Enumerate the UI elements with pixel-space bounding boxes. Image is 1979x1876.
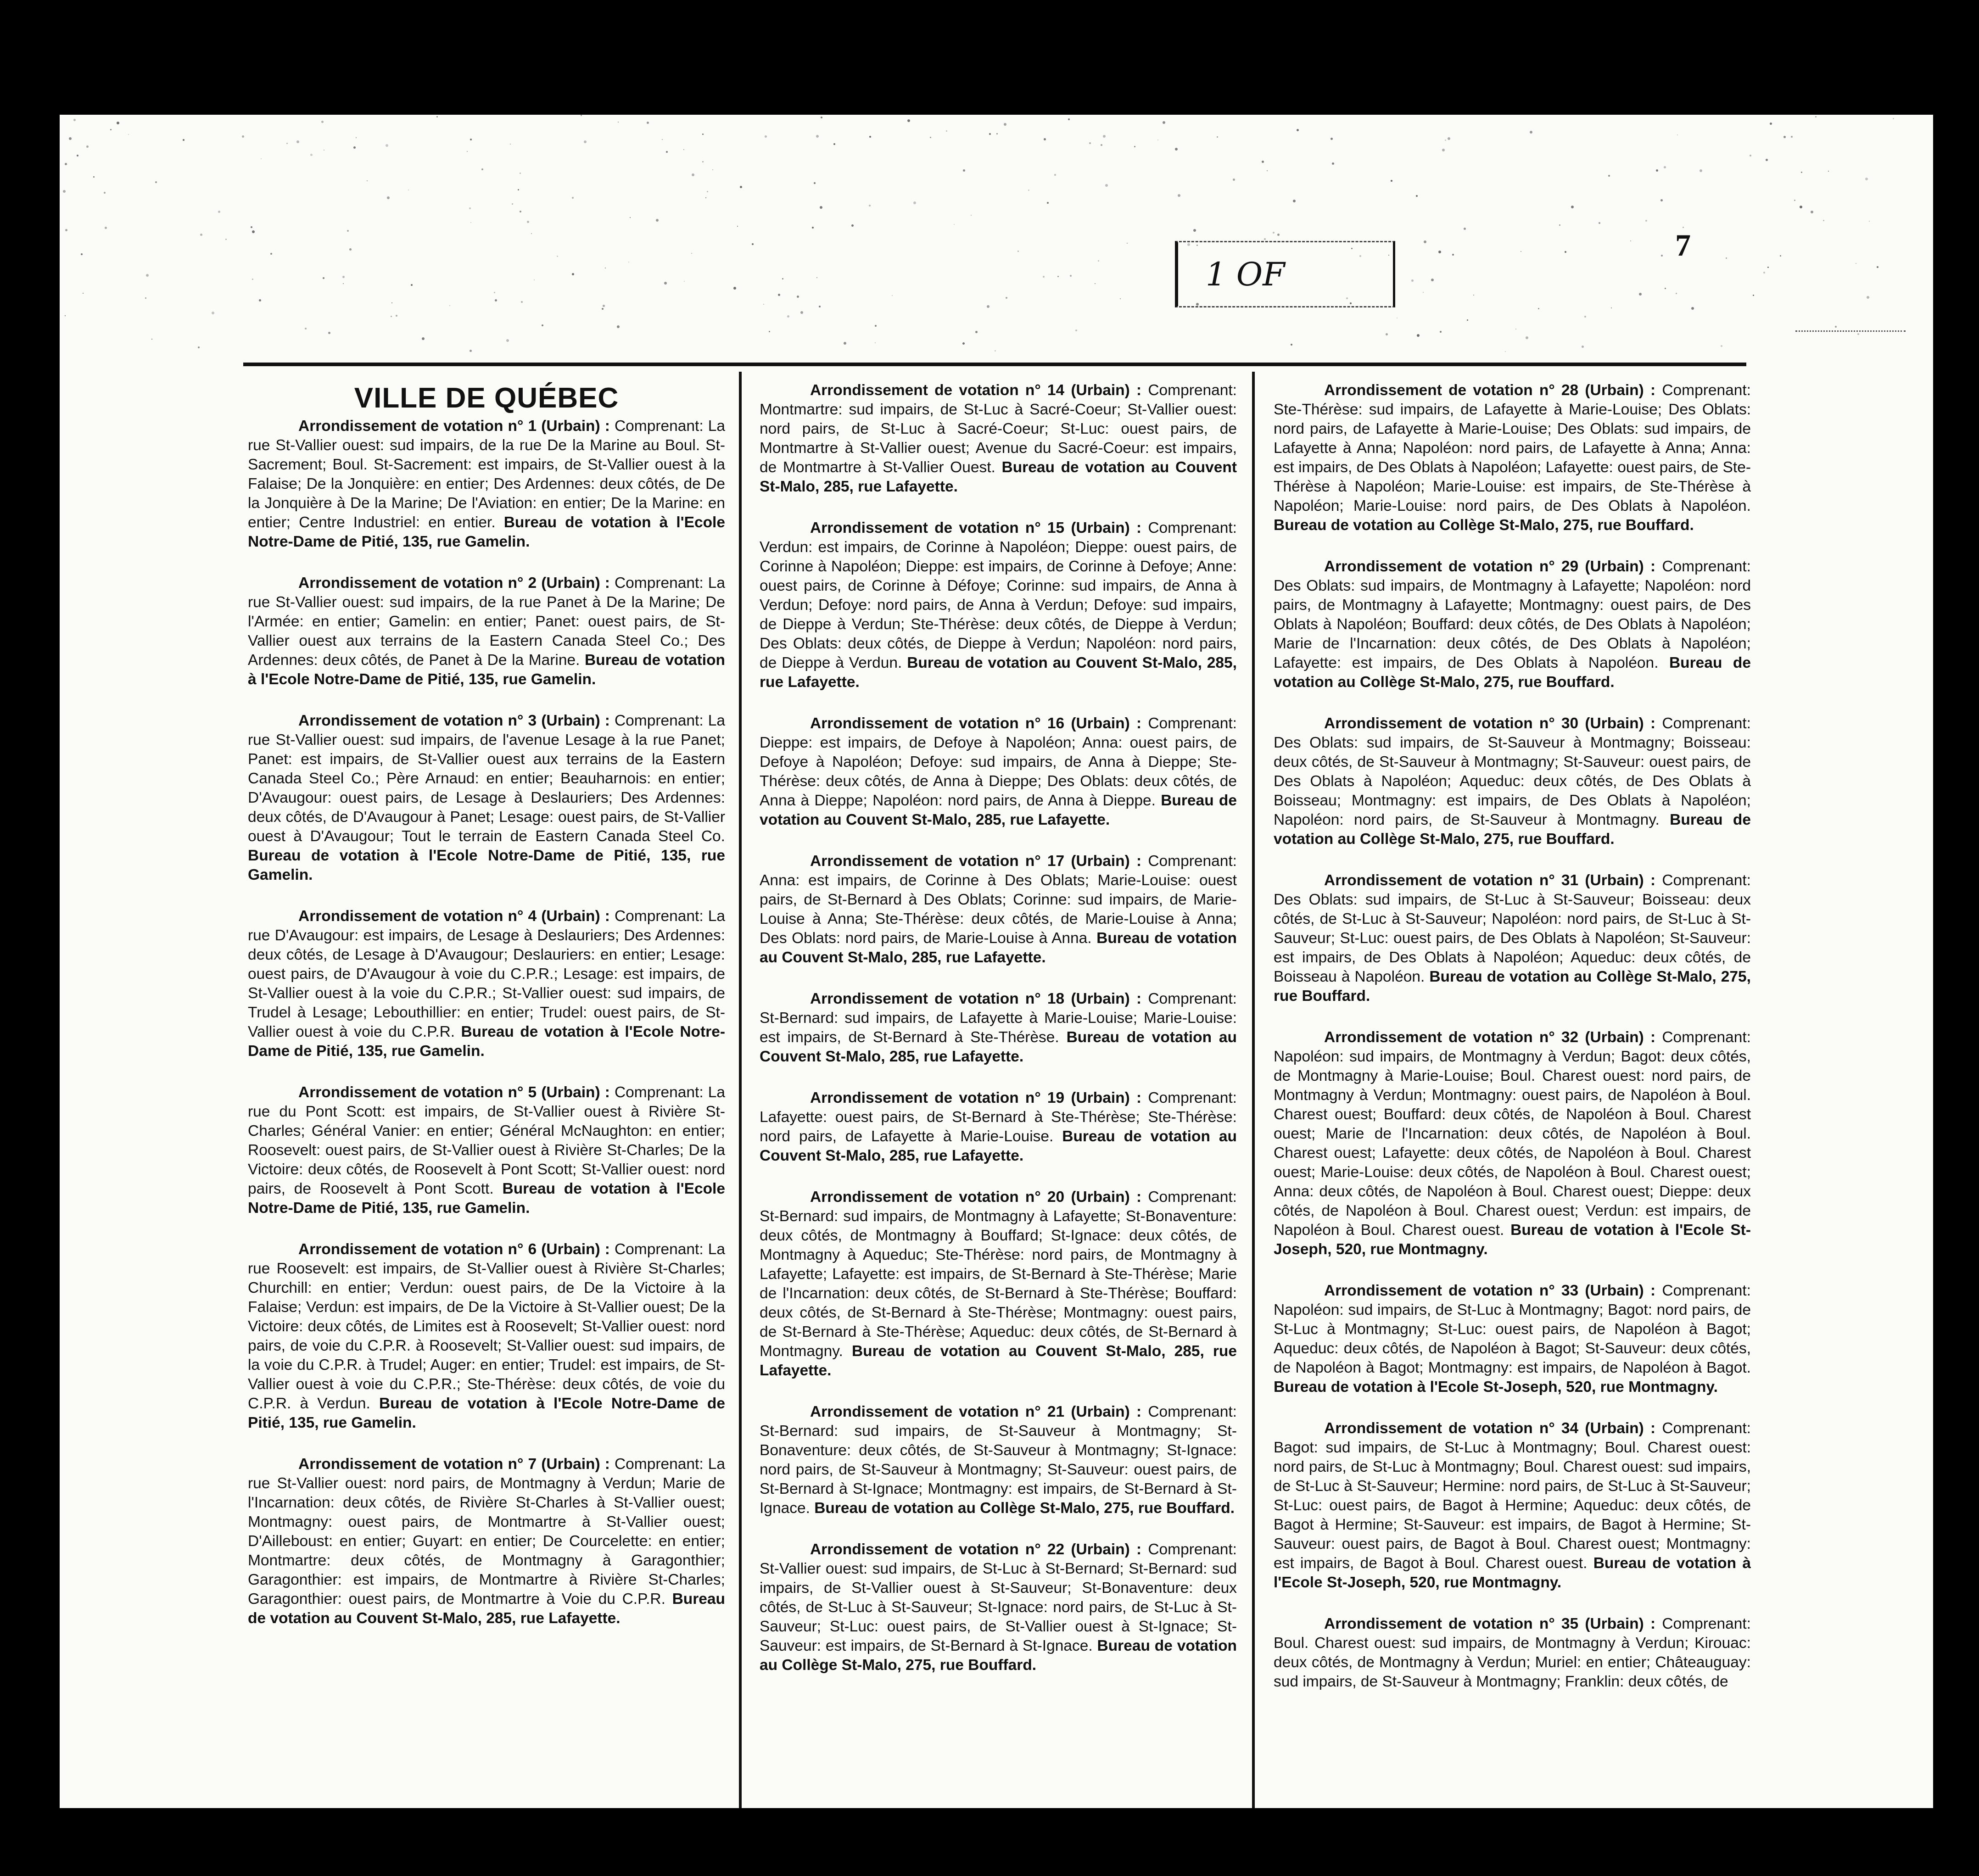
polling-location: Bureau de votation au Couvent St-Malo, 285, rue Lafayette. xyxy=(248,1591,725,1627)
district-description: Comprenant: La rue D'Avaugour: est impairs, de Lesage à Deslauriers; Des Ardennes: deux côtés, de Lesage à D'Avaugour; Deslauriers: en entier; Lesage: ouest pairs, de D'Avaugour à voie du C.P.R.; Lesage: est impairs, de St-Vallier ouest à la voie du C.P.R.; St-Vallier ouest: sud impairs, de Trudel à Lesage; Lebouthillier: en entier; Trudel: ouest pairs, de St-Vallier ouest à voie du C.P.R. xyxy=(248,908,725,1040)
district-description: Comprenant: St-Vallier ouest: sud impairs, de St-Luc à St-Bernard; St-Bernard: sud impairs, de St-Vallier ouest à St-Sauveur; St-Bonaventure: deux côtés, de St-Luc à St-Sauveur; St-Ignace: nord pairs, de St-Luc à St-Sauveur; St-Luc: ouest pairs, de St-Vallier ouest à St-Ignace; St-Sauveur: est impairs, de St-Bernard à St-Ignace. xyxy=(760,1541,1237,1654)
district-entry xyxy=(248,711,725,885)
polling-location: Bureau de votation au Couvent St-Malo, 285, rue Lafayette. xyxy=(760,459,1237,495)
district-heading: Arrondissement de votation n° 1 (Urbain) : xyxy=(298,418,610,435)
district-description: Comprenant: Bagot: sud impairs, de St-Luc à Montmagny; Boul. Charest ouest: nord pairs, de St-Luc à Montmagny; Boul. Charest ouest: sud impairs, de St-Luc à St-Sauveur; Hermine: nord pairs, de St-Luc à St-Sauveur; St-Luc: ouest pairs, de Bagot à Hermine; Aqueduc: deux côtés, de Bagot à Hermine; St-Sauveur: est impairs, de Bagot à Hermine; St-Sauveur: ouest pairs, de Bagot à Boul. Charest ouest; Montmagny: est impairs, de Bagot à Boul. Charest ouest. xyxy=(1274,1420,1751,1572)
polling-location: Bureau de votation au Collège St-Malo, 275, rue Bouffard. xyxy=(814,1500,1235,1517)
column-2 xyxy=(760,381,1237,1808)
polling-location: Bureau de votation à l'Ecole Notre-Dame de Pitié, 135, rue Gamelin. xyxy=(248,847,725,883)
polling-location: Bureau de votation à l'Ecole St-Joseph, 520, rue Montmagny. xyxy=(1274,1379,1718,1396)
district-entry xyxy=(248,1083,725,1218)
polling-location: Bureau de votation au Collège St-Malo, 275, rue Bouffard. xyxy=(1274,517,1694,534)
polling-location: Bureau de votation à l'Ecole St-Joseph, 520, rue Montmagny. xyxy=(1274,1555,1751,1591)
district-entry xyxy=(760,519,1237,692)
column-3 xyxy=(1274,381,1751,1808)
district-heading: Arrondissement de votation n° 34 (Urbain) : xyxy=(1324,1420,1656,1437)
district-description: Comprenant: Montmartre: sud impairs, de St-Luc à Sacré-Coeur; St-Vallier ouest: nord pairs, de St-Luc à Sacré-Coeur; St-Luc: ouest pairs, de Montmartre à St-Vallier ouest; Avenue du Sacré-Coeur: est impairs, de Montmartre à St-Vallier Ouest. xyxy=(760,382,1237,476)
district-entry xyxy=(760,1402,1237,1518)
district-description: Comprenant: Napoléon: sud impairs, de Montmagny à Verdun; Bagot: deux côtés, de Montmagny à Marie-Louise; Boul. Charest ouest: nord pairs, de Montmagny à Verdun; Montmagny: ouest pairs, de Napoléon à Boul. Charest ouest; Bouffard: deux côtés, de Napoléon à Boul. Charest ouest; Marie de l'Incarnation: deux côtés, de Napoléon à Boul. Charest ouest; Lafayette: deux côtés, de Napoléon à Boul. Charest ouest; Marie-Louise: deux côtés, de Napoléon à Boul. Charest ouest; Anna: deux côtés, de Napoléon à Boul. Charest ouest; Dieppe: deux côtés, de Napoléon à Boul. Charest ouest; Verdun: est impairs, de Napoléon à Boul. Charest ouest. xyxy=(1274,1029,1751,1239)
district-entry xyxy=(760,1188,1237,1380)
district-entry xyxy=(248,1240,725,1433)
stamp-text: 1 OF xyxy=(1206,255,1285,293)
district-heading: Arrondissement de votation n° 30 (Urbain) : xyxy=(1324,715,1656,732)
polling-location: Bureau de votation au Collège St-Malo, 275, rue Bouffard. xyxy=(760,1637,1237,1674)
polling-location: Bureau de votation à l'Ecole Notre-Dame de Pitié, 135, rue Gamelin. xyxy=(248,1023,725,1060)
district-heading: Arrondissement de votation n° 15 (Urbain) : xyxy=(810,519,1142,536)
polling-location: Bureau de votation à l'Ecole St-Joseph, 520, rue Montmagny. xyxy=(1274,1222,1751,1258)
district-heading: Arrondissement de votation n° 33 (Urbain) : xyxy=(1324,1282,1656,1299)
margin-marks xyxy=(1795,330,1906,336)
district-description: Comprenant: St-Bernard: sud impairs, de St-Sauveur à Montmagny; St-Bonaventure: deux côtés, de St-Sauveur à Montmagny; St-Ignace: nord pairs, de St-Sauveur à Montmagny; St-Sauveur: ouest pairs, de St-Bernard à St-Ignace; Montmagny: est impairs, de St-Bernard à St-Ignace. xyxy=(760,1403,1237,1517)
handwritten-stamp xyxy=(1175,241,1395,307)
district-entry xyxy=(1274,1614,1751,1692)
district-entry xyxy=(760,1089,1237,1166)
district-heading: Arrondissement de votation n° 18 (Urbain) : xyxy=(810,990,1142,1007)
district-heading: Arrondissement de votation n° 35 (Urbain) : xyxy=(1324,1615,1656,1632)
district-entry xyxy=(1274,381,1751,535)
district-heading: Arrondissement de votation n° 32 (Urbain) : xyxy=(1324,1029,1656,1046)
district-entry xyxy=(760,989,1237,1066)
district-entry xyxy=(1274,1028,1751,1259)
district-description: Comprenant: Des Oblats: sud impairs, de Montmagny à Lafayette; Napoléon: nord pairs, de Montmagny à Lafayette; Montmagny: ouest pairs, de Des Oblats à Napoléon; Bouffard: deux côtés, de Des Oblats à Napoléon; Marie de l'Incarnation: deux côtés, de Des Oblats à Napoléon; Lafayette: est impairs, de Des Oblats à Napoléon. xyxy=(1274,558,1751,671)
district-description: Comprenant: La rue du Pont Scott: est impairs, de St-Vallier ouest à Rivière St-Charles; Général Vanier: en entier; Général McNaughton: en entier; Roosevelt: ouest pairs, de St-Vallier ouest à Rivière St-Charles; De la Victoire: deux côtés, de Roosevelt à Pont Scott; St-Vallier ouest: nord pairs, de Roosevelt à Pont Scott. xyxy=(248,1084,725,1197)
district-description: Comprenant: La rue St-Vallier ouest: sud impairs, de l'avenue Lesage à la rue Panet; Panet: est impairs, de St-Vallier ouest aux terrains de la Eastern Canada Steel Co.; Père Arnaud: en entier; Beauharnois: en entier; D'Avaugour: ouest pairs, de Lesage à Deslauriers; Des Ardennes: deux côtés, de D'Avaugour à Panet; Lesage: ouest pairs, de St-Vallier ouest à D'Avaugour; Tout le terrain de Eastern Canada Steel Co. xyxy=(248,712,725,845)
district-entry xyxy=(248,574,725,689)
page-title: VILLE DE QUÉBEC xyxy=(354,382,619,414)
district-heading: Arrondissement de votation n° 5 (Urbain) : xyxy=(298,1084,610,1101)
district-entry xyxy=(760,381,1237,497)
page-number: 7 xyxy=(1675,228,1691,262)
polling-location: Bureau de votation à l'Ecole Notre-Dame de Pitié, 135, rue Gamelin. xyxy=(248,514,725,550)
polling-location: Bureau de votation au Couvent St-Malo, 285, rue Lafayette. xyxy=(760,1343,1237,1379)
district-description: Comprenant: La rue St-Vallier ouest: sud impairs, de la rue Panet à De la Marine; De l'Armée: en entier; Gamelin: en entier; Panet: ouest pairs, de St-Vallier ouest aux terrains de la Eastern Canada Steel Co.; Des Ardennes: deux côtés, de Panet à De la Marine. xyxy=(248,575,725,669)
district-description: Comprenant: La rue St-Vallier ouest: sud impairs, de la rue De la Marine au Boul. St-Sacrement; Boul. St-Sacrement: est impairs, de St-Vallier ouest à la Falaise; De la Jonquière: en entier; Des Ardennes: deux côtés, de De la Jonquière à De la Marine; De l'Aviation: en entier; De la Marine: en entier; Centre Industriel: en entier. xyxy=(248,418,725,531)
district-heading: Arrondissement de votation n° 4 (Urbain) : xyxy=(298,908,610,925)
district-heading: Arrondissement de votation n° 3 (Urbain) : xyxy=(298,712,610,729)
polling-location: Bureau de votation au Collège St-Malo, 275, rue Bouffard. xyxy=(1274,811,1751,848)
district-heading: Arrondissement de votation n° 28 (Urbain) : xyxy=(1324,382,1656,399)
polling-location: Bureau de votation au Couvent St-Malo, 285, rue Lafayette. xyxy=(760,930,1237,966)
polling-location: Bureau de votation au Couvent St-Malo, 285, rue Lafayette. xyxy=(760,654,1237,691)
district-heading: Arrondissement de votation n° 19 (Urbain) : xyxy=(810,1089,1142,1106)
district-entry xyxy=(760,714,1237,830)
district-heading: Arrondissement de votation n° 2 (Urbain) : xyxy=(298,575,610,592)
district-heading: Arrondissement de votation n° 20 (Urbain) : xyxy=(810,1189,1142,1206)
district-description: Comprenant: St-Bernard: sud impairs, de Montmagny à Lafayette; St-Bonaventure: deux côtés, de Montmagny à Bouffard; St-Ignace: deux côtés, de Montmagny à Aqueduc; Ste-Thérèse: nord pairs, de Montmagny à Lafayette; Lafayette: est impairs, de St-Bernard à Ste-Thérèse; Marie de l'Incarnation: deux côtés, de St-Bernard à Ste-Thérèse; Bouffard: deux côtés, de St-Bernard à Ste-Thérèse; Montmagny: ouest pairs, de St-Bernard à Ste-Thérèse; Aqueduc: deux côtés, de St-Bernard à Montmagny. xyxy=(760,1189,1237,1360)
district-entry xyxy=(248,1455,725,1628)
header-rule xyxy=(243,363,1746,366)
district-heading: Arrondissement de votation n° 31 (Urbain) : xyxy=(1324,872,1656,889)
district-heading: Arrondissement de votation n° 7 (Urbain) : xyxy=(298,1456,610,1473)
polling-location: Bureau de votation au Couvent St-Malo, 285, rue Lafayette. xyxy=(760,1029,1237,1065)
district-entry xyxy=(1274,557,1751,692)
column-divider xyxy=(739,372,742,1808)
district-entry xyxy=(1274,871,1751,1006)
column-1 xyxy=(248,381,725,1808)
district-entry xyxy=(760,852,1237,967)
polling-location: Bureau de votation au Collège St-Malo, 275, rue Bouffard. xyxy=(1274,968,1751,1005)
district-description: Comprenant: Anna: est impairs, de Corinne à Des Oblats; Marie-Louise: ouest pairs, de St-Bernard à Des Oblats; Corinne: sud impairs, de Marie-Louise à Anna; Ste-Thérèse: deux côtés, de Marie-Louise à Anna; Des Oblats: nord pairs, de Marie-Louise à Anna. xyxy=(760,853,1237,947)
district-entry xyxy=(1274,714,1751,849)
district-heading: Arrondissement de votation n° 6 (Urbain) : xyxy=(298,1241,610,1258)
district-description: Comprenant: Napoléon: sud impairs, de St-Luc à Montmagny; Bagot: nord pairs, de St-Luc à Montmagny; St-Luc: ouest pairs, de Napoléon à Bagot; Aqueduc: deux côtés, de Napoléon à Bagot; St-Sauveur: deux côtés, de Napoléon à Bagot; Montmagny: est impairs, de Napoléon à Bagot. xyxy=(1274,1282,1751,1376)
polling-location: Bureau de votation à l'Ecole Notre-Dame de Pitié, 135, rue Gamelin. xyxy=(248,652,725,688)
district-heading: Arrondissement de votation n° 17 (Urbain) : xyxy=(810,853,1142,870)
district-description: Comprenant: Lafayette: ouest pairs, de St-Bernard à Ste-Thérèse; Ste-Thérèse: nord pairs, de Lafayette à Marie-Louise. xyxy=(760,1089,1237,1145)
polling-location: Bureau de votation à l'Ecole Notre-Dame de Pitié, 135, rue Gamelin. xyxy=(248,1180,725,1217)
district-entry xyxy=(248,907,725,1061)
district-description: Comprenant: Ste-Thérèse: sud impairs, de Lafayette à Marie-Louise; Des Oblats: nord pairs, de Lafayette à Marie-Louise; Des Oblats: sud impairs, de Lafayette à Anna; Napoléon: nord pairs, de Lafayette à Anna; Anna: est impairs, de Des Oblats à Napoléon; Lafayette: ouest pairs, de Ste-Thérèse à Napoléon; Marie-Louise: est impairs, de Ste-Thérèse à Napoléon; Marie-Louise: nord pairs, de Des Oblats à Napoléon. xyxy=(1274,382,1751,514)
district-description: Comprenant: La rue Roosevelt: est impairs, de St-Vallier ouest à Rivière St-Charles; Churchill: en entier; Verdun: ouest pairs, de De la Victoire à la Falaise; Verdun: est impairs, de De la Victoire à St-Vallier ouest; De la Victoire: deux côtés, de Limites est à Roosevelt; St-Vallier ouest: nord pairs, de voie du C.P.R. à Roosevelt; St-Vallier ouest: sud impairs, de la voie du C.P.R. à Trudel; Auger: en entier; Trudel: est impairs, de St-Vallier ouest à voie du C.P.R.; Ste-Thérèse: deux côtés, de voie du C.P.R. à Verdun. xyxy=(248,1241,725,1412)
district-entry xyxy=(760,1540,1237,1675)
district-description: Comprenant: Des Oblats: sud impairs, de St-Sauveur à Montmagny; Boisseau: deux côtés, de St-Sauveur à Montmagny; St-Sauveur: ouest pairs, de Des Oblats à Napoléon; Aqueduc: deux côtés, de Des Oblats à Boisseau; Montmagny: est impairs, de Des Oblats à Napoléon; Napoléon: nord pairs, de St-Sauveur à Montmagny. xyxy=(1274,715,1751,828)
newspaper-page xyxy=(60,115,1933,1808)
district-heading: Arrondissement de votation n° 22 (Urbain) : xyxy=(810,1541,1142,1558)
polling-location: Bureau de votation au Couvent St-Malo, 285, rue Lafayette. xyxy=(760,792,1237,828)
district-entry xyxy=(1274,1281,1751,1397)
district-heading: Arrondissement de votation n° 29 (Urbain) : xyxy=(1324,558,1656,575)
district-description: Comprenant: Dieppe: est impairs, de Defoye à Napoléon; Anna: ouest pairs, de Defoye à Napoléon; Defoye: sud impairs, de Anna à Dieppe; Ste-Thérèse: deux côtés, de Anna à Dieppe; Des Oblats: deux côtés, de Anna à Dieppe; Napoléon: nord pairs, de Anna à Dieppe. xyxy=(760,715,1237,809)
district-entry xyxy=(248,417,725,552)
polling-location: Bureau de votation au Couvent St-Malo, 285, rue Lafayette. xyxy=(760,1128,1237,1164)
district-entry xyxy=(1274,1419,1751,1592)
polling-location: Bureau de votation à l'Ecole Notre-Dame de Pitié, 135, rue Gamelin. xyxy=(248,1395,725,1431)
district-description: Comprenant: La rue St-Vallier ouest: nord pairs, de Montmagny à Verdun; Marie de l'Incarnation: deux côtés, de Rivière St-Charles à St-Vallier ouest; Montmagny: ouest pairs, de Montmartre à St-Vallier ouest; D'Ailleboust: en entier; Guyart: en entier; De Courcelette: en entier; Montmartre: deux côtés, de Montmagny à Garagonthier; Garagonthier: est impairs, de Montmartre à Rivière St-Charles; Garagonthier: ouest pairs, de Montmartre à Voie du C.P.R. xyxy=(248,1456,725,1608)
district-description: Comprenant: Verdun: est impairs, de Corinne à Napoléon; Dieppe: ouest pairs, de Corinne à Napoléon; Dieppe: est impairs, de Corinne à Defoye; Anne: ouest pairs, de Corinne à Défoye; Corinne: sud impairs, de Anna à Verdun; Defoye: nord pairs, de Anna à Verdun; Defoye: sud impairs, de Dieppe à Verdun; Ste-Thérèse: deux côtés, de Dieppe à Verdun; Des Oblats: deux côtés, de Dieppe à Verdun; Napoléon: nord pairs, de Dieppe à Verdun. xyxy=(760,519,1237,671)
polling-location: Bureau de votation au Collège St-Malo, 275, rue Bouffard. xyxy=(1274,654,1751,691)
district-heading: Arrondissement de votation n° 14 (Urbain) : xyxy=(810,382,1142,399)
district-description: Comprenant: St-Bernard: sud impairs, de Lafayette à Marie-Louise; Marie-Louise: est impairs, de St-Bernard à Ste-Thérèse. xyxy=(760,990,1237,1046)
district-heading: Arrondissement de votation n° 16 (Urbain) : xyxy=(810,715,1142,732)
district-description: Comprenant: Boul. Charest ouest: sud impairs, de Montmagny à Verdun; Kirouac: deux côtés, de Montmagny à Verdun; Muriel: en entier; Châteauguay: sud impairs, de St-Sauveur à Montmagny; Franklin: deux côtés, de xyxy=(1274,1615,1751,1690)
column-divider xyxy=(1252,372,1255,1808)
district-description: Comprenant: Des Oblats: sud impairs, de St-Luc à St-Sauveur; Boisseau: deux côtés, de St-Luc à St-Sauveur; Napoléon: nord pairs, de St-Luc à St-Sauveur; St-Luc: ouest pairs, de Des Oblats à Napoléon; St-Sauveur: est impairs, de Des Oblats à Napoléon; Aqueduc: deux côtés, de Boisseau à Napoléon. xyxy=(1274,872,1751,985)
district-heading: Arrondissement de votation n° 21 (Urbain) : xyxy=(810,1403,1142,1420)
